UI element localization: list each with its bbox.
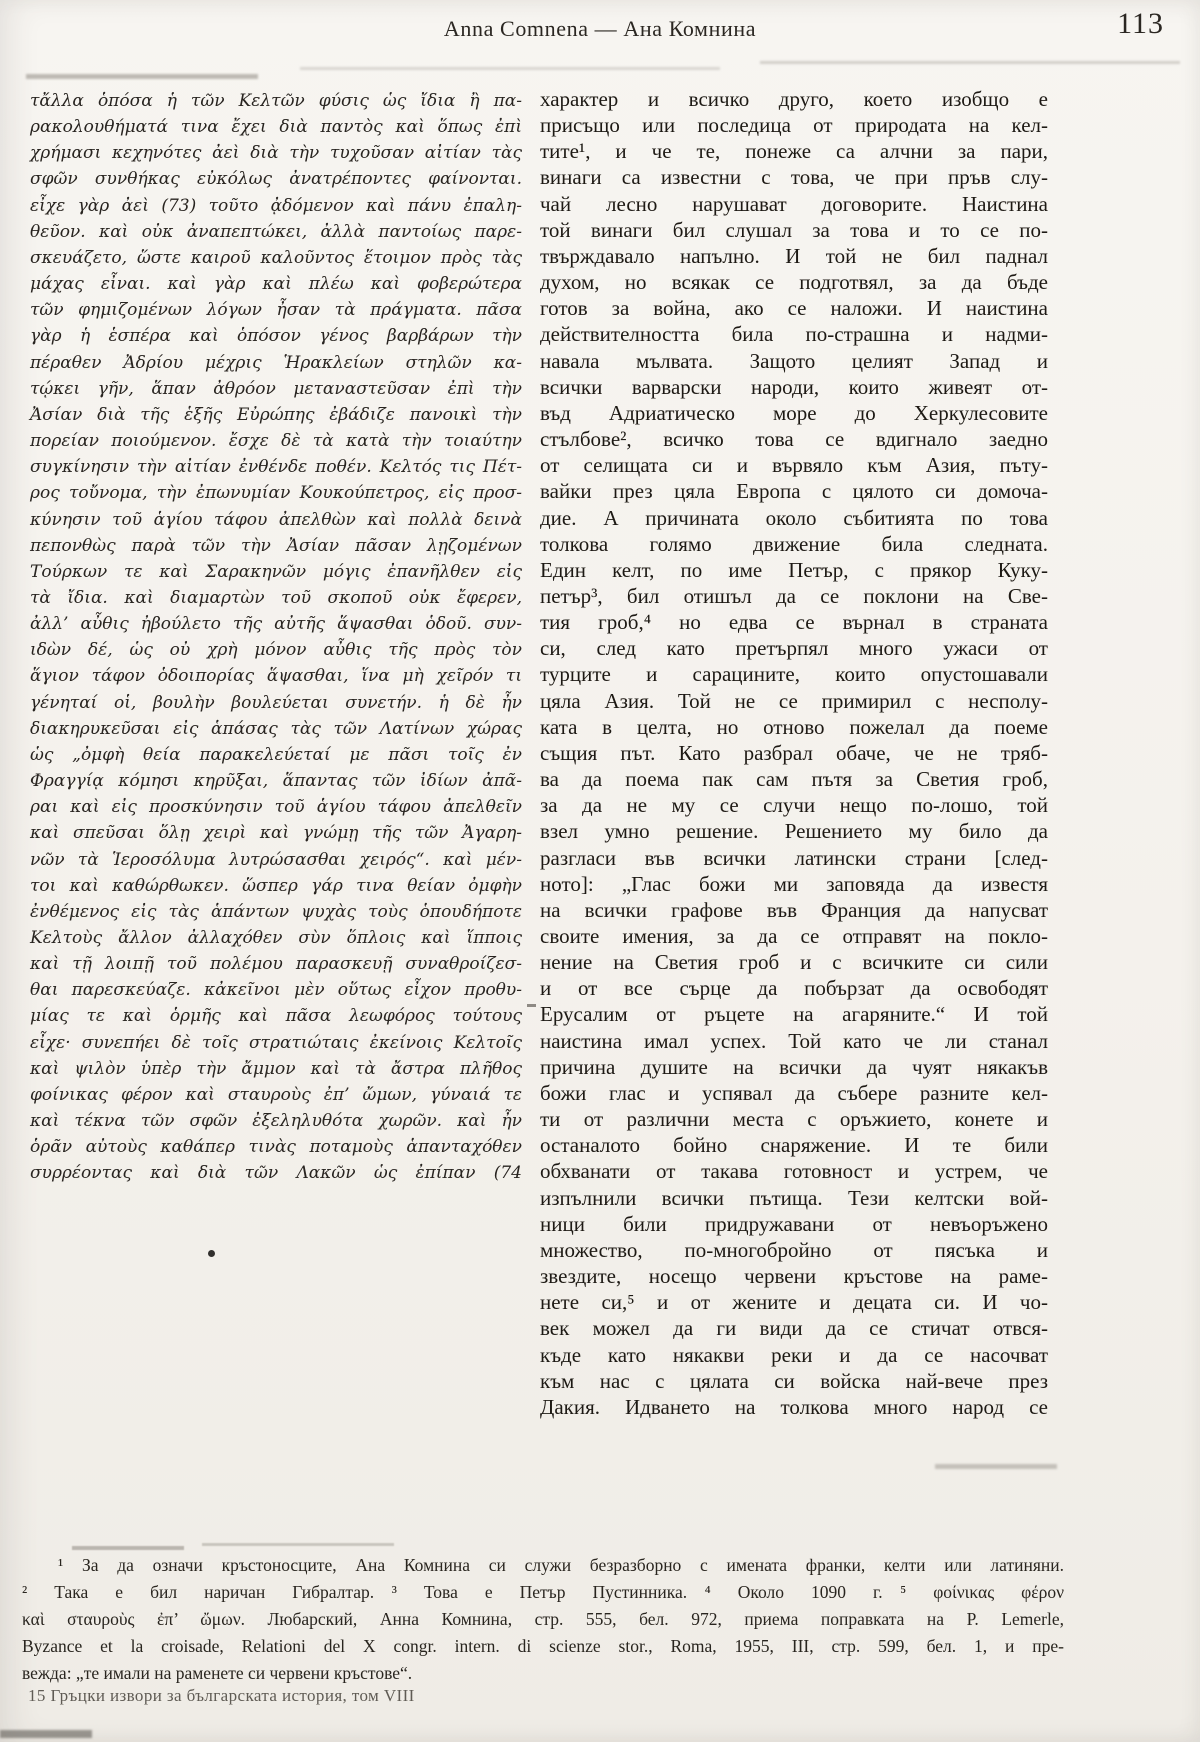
text-line: ραι καὶ εἰς προσκύνησιν τοῦ ἁγίου τάφου ἀπελθεῖν (30, 797, 522, 818)
text-line: и от все сърце да побързат да освободят (540, 976, 1048, 1001)
text-line: πέραθεν Ἀδρίου μέχρις Ἡρακλείων στηλῶν κα- (30, 352, 522, 373)
text-line: век можел да ги види да се стичат отвся- (540, 1316, 1048, 1341)
text-line: твърждавало напълно. И той не бил паднал (540, 243, 1048, 268)
text-line: действителността била по-страшна и надми- (540, 322, 1048, 347)
text-line: διακηρυκεῦσαι εἰς ἁπάσας τὰς τῶν Λατίνων χώρας (30, 718, 522, 739)
text-line: ρος τοὔνομα, τὴν ἐπωνυμίαν Κουκούπετρος, εἰς προσ- (30, 483, 522, 504)
text-line: καὶ ψιλὸν ὑπὲρ τὴν ἄμμον καὶ τὰ ἄστρα πλῆθος (30, 1058, 522, 1079)
text-line: стълбове², всичко това се вдигнало заедно (540, 427, 1048, 452)
text-line: ἀλλ’ αὖθις ἠβούλετο τῆς αὐτῆς ἅψασθαι ὁδοῦ. συν- (30, 614, 522, 635)
text-line: ката в целта, но отново пожелал да поеме (540, 714, 1048, 739)
text-line: Ерусалим от ръцете на агаряните.“ И той (540, 1002, 1048, 1027)
text-line: τὰ ἴδια. καὶ διαμαρτὼν τοῦ σκοποῦ οὐκ ἔφερεν, (30, 587, 522, 608)
text-line: σκευάζετο, ὥστε καιροῦ καλοῦντος ἕτοιμον πρὸς τὰς (30, 247, 522, 268)
text-line: обхванати от такава готовност и устрем, че (540, 1159, 1048, 1184)
text-line: турците и сарацините, които опустошавали (540, 662, 1048, 687)
text-line: навала мълвата. Защото целият Запад и (540, 348, 1048, 373)
text-line: Дакия. Идването на толкова много народ се (540, 1394, 1048, 1419)
text-line: дие. А причината около събитията по това (540, 505, 1048, 530)
text-line: множество, по-многобройно от пясъка и (540, 1237, 1048, 1262)
bulgarian-translation-column (540, 86, 1048, 1420)
text-line: μίας τε καὶ ὁρμῆς καὶ πᾶσα λεωφόρος τούτους (30, 1006, 522, 1027)
text-line: καὶ σπεῦσαι ὅλῃ χειρὶ καὶ γνώμῃ τῆς τῶν Ἀγαρη- (30, 823, 522, 844)
text-line: за да не му се случи нещо по-лошо, той (540, 793, 1048, 818)
scan-artifact-smudge (760, 61, 1180, 64)
text-line: готов за война, ако се наложи. И наистина (540, 296, 1048, 321)
text-line: Κελτοὺς ἄλλον ἀλλαχόθεν σὺν ὅπλοις καὶ ἵπποις (30, 928, 522, 948)
text-line: вайки през цяла Европа с цялото си домоча- (540, 479, 1048, 504)
text-line: τοι καὶ καθώρθωκεν. ὥσπερ γάρ τινα θείαν ὀμφὴν (30, 875, 522, 896)
printers-signature-line: 15 Гръцки извори за българската история, том VIII (28, 1686, 415, 1705)
text-line: μάχας εἶναι. καὶ γὰρ καὶ πλέω καὶ φοβερώτερα (30, 274, 522, 295)
text-line: ὁρᾶν αὐτοὺς καθάπερ τινὰς ποταμοὺς ἁπανταχόθεν (30, 1137, 522, 1158)
text-line: нение на Светия гроб и с всичките си сили (540, 950, 1048, 975)
text-line: ти от различни места с оръжието, конете и (540, 1107, 1048, 1132)
text-line: въд Адриатическо море до Херкулесовите (540, 400, 1048, 425)
scan-artifact-dash (527, 1004, 536, 1007)
text-line: εἶχε γὰρ ἀεὶ (73) τοῦτο ᾀδόμενον καὶ πάνυ ἐπαλη- (30, 195, 522, 216)
text-line: θαι παρεσκεύαζε. κἀκεῖνοι μὲν οὕτως εἶχον προθυ- (30, 980, 522, 1001)
text-line: звездите, носещо червени кръстове на раме- (540, 1264, 1048, 1289)
text-line: тите¹, и че те, понеже са алчни за пари, (540, 139, 1048, 164)
text-line: останалото бойно снаряжение. И те били (540, 1133, 1048, 1158)
text-line: καὶ τῇ λοιπῇ τοῦ πολέμου παρασκευῇ συναθροίζεσ- (30, 954, 522, 975)
text-line: ρακολουθήματά τινα ἔχει διὰ παντὸς καὶ ὅπως ἐπὶ (30, 117, 522, 138)
greek-text-column (30, 88, 522, 1187)
text-line: духом, но всякак се подготвял, за да бъде (540, 270, 1048, 295)
text-line: Byzance et la croisade, Relationi del X congr. intern. di scienze stor., Roma, 1955, III, стр. 599, бел. 1, и пре- (22, 1636, 1064, 1656)
text-line: цяла Азия. Той не се примирил с несполу- (540, 688, 1048, 713)
text-line: συγκίνησιν τὴν αἰτίαν ἐνθένδε ποθέν. Κελτός τις Πέτ- (30, 457, 522, 478)
text-line: καὶ σταυροὺς ἐπ’ ὤμων. Любарский, Анна Комнина, стр. 555, бел. 972, приема поправката на P. Lemerle, (22, 1609, 1064, 1629)
text-line: ници били придружавани от невъоръжено (540, 1211, 1048, 1236)
text-line: взел умно решение. Решението му било да (540, 819, 1048, 844)
text-line: присъщо или последица от природата на кел- (540, 113, 1048, 138)
text-line: τἄλλα ὁπόσα ἡ τῶν Κελτῶν φύσις ὡς ἴδια ἢ πα- (30, 91, 522, 111)
text-line: χρήμασι κεχηνότες ἀεὶ διὰ τὴν τυχοῦσαν αἰτίαν τὰς (30, 143, 522, 164)
text-line: γὰρ ἡ ἑσπέρα καὶ ὁπόσον γένος βαρβάρων τὴν (30, 326, 522, 347)
text-line: нете си,⁵ и от жените и децата си. И чо- (540, 1290, 1048, 1315)
text-line: наистина имал успех. Той като че ли станал (540, 1028, 1048, 1053)
text-line: Φραγγίᾳ κόμησι κηρῦξαι, ἅπαντας τῶν ἰδίων ἀπᾶ- (30, 771, 522, 792)
text-line: καὶ τέκνα τῶν σφῶν ἐξεληλυθότα χωρῶν. καὶ ἦν (30, 1111, 522, 1132)
text-line: вежда: „те имали на раменете си червени кръстове“. (22, 1663, 413, 1683)
scan-artifact-edge (0, 1730, 92, 1738)
scan-artifact-rule (72, 1546, 184, 1550)
text-line: πεπονθὼς παρὰ τῶν τὴν Ἀσίαν πᾶσαν λῃζομένων (30, 535, 522, 556)
text-line: ἅγιον τάφον ὁδοιπορίας ἅψασθαι, ἵνα μὴ χεῖρόν τι (30, 666, 522, 687)
text-line: същия път. Като разбрал обаче, че не тряб- (540, 740, 1048, 765)
scan-artifact-rule (202, 1543, 394, 1546)
text-line: κύνησιν τοῦ ἁγίου τάφου ἀπελθὼν καὶ πολλὰ δεινὰ (30, 509, 522, 530)
text-line: νῶν τὰ Ἱεροσόλυμα λυτρώσασθαι χειρός“. καὶ μέν- (30, 849, 522, 870)
text-line: винаги са известни с това, че при пръв слу- (540, 165, 1048, 190)
footnotes-block (22, 1552, 1064, 1687)
text-line: ιδὼν δέ, ὡς οὐ χρὴ μόνον αὖθις τῆς πρὸς τὸν (30, 640, 522, 661)
text-line: εἶχε· συνεπήει δὲ τοῖς στρατιώταις ἐκείνοις Κελτοῖς (30, 1032, 522, 1053)
running-header-title: Anna Comnena — Ана Комнина (443, 16, 757, 41)
text-line: τῶν φημιζομένων λόγων ἦσαν τὰ πράγματα. πᾶσα (30, 300, 522, 321)
text-line: ва да поема пак сам пътя за Светия гроб, (540, 767, 1048, 792)
text-line: Един келт, по име Петър, с прякор Куку- (540, 557, 1048, 582)
text-line: ὡς „ὀμφὴ θεία παρακελεύεταί με πᾶσι τοῖς ἐν (30, 744, 522, 765)
text-line: πορείαν ποιούμενον. ἔσχε δὲ τὰ κατὰ τὴν τοιαύτην (30, 431, 522, 452)
scan-artifact-dot (208, 1250, 215, 1257)
text-line: от селищата си и вървяло към Азия, пъту- (540, 453, 1048, 478)
text-line: γένηταί οἱ, βουλὴν βουλεύεται συνετήν. ἡ δὲ ἦν (30, 692, 522, 713)
text-line: всички варварски народи, които живеят от- (540, 374, 1048, 399)
text-line: ἐνθέμενος εἰς τὰς ἁπάντων ψυχὰς τοὺς ὁπουδήποτε (30, 901, 522, 922)
text-line: божи глас и успявал да събере разните кел- (540, 1080, 1048, 1105)
text-line: петър³, бил отишъл да се поклони на Све- (540, 583, 1048, 608)
text-line: ¹ За да означи кръстоносците, Ана Комнина си служи безразборно с имената франки, келти или латиняни. (58, 1555, 1064, 1575)
text-line: Ἀσίαν διὰ τῆς ἑξῆς Εὐρώπης ἐβάδιζε πανοικὶ τὴν (30, 404, 522, 425)
text-line: ² Така е бил наричан Гибралтар. ³ Това е Петър Пустинника. ⁴ Около 1090 г. ⁵ φοίνικας φέρον (22, 1582, 1064, 1602)
text-line: своите имения, за да се отправят на покло- (540, 924, 1048, 948)
text-line: на всички графове във Франция да напусват (540, 897, 1048, 922)
page-number: 113 (1117, 7, 1164, 40)
scan-artifact-smudge (26, 74, 258, 79)
text-line: τῴκει γῆν, ἅπαν ἀθρόον μεταναστεῦσαν ἐπὶ τὴν (30, 378, 522, 399)
text-line: към нас с цялата си войска най-вече през (540, 1368, 1048, 1393)
text-line: къде като някакви реки и да се насочват (540, 1342, 1048, 1367)
text-line: Τούρκων τε καὶ Σαρακηνῶν μόγις ἐπανῆλθεν εἰς (30, 561, 522, 582)
text-line: ното]: „Глас божи ми заповяда да известя (540, 871, 1048, 896)
text-line: толкова голямо движение била следната. (540, 531, 1048, 556)
text-line: изпълнили всички пътища. Тези келтски вой- (540, 1185, 1048, 1210)
text-line: си, след като претърпял много ужаси от (540, 636, 1048, 661)
text-line: φοίνικας φέρον καὶ σταυροὺς ἐπ’ ὤμων, γύναιά τε (30, 1084, 522, 1105)
text-line: чай лесно нарушават договорите. Наистина (540, 191, 1048, 216)
text-line: той винаги бил слушал за това и то се по- (540, 217, 1048, 242)
scan-artifact-smudge (935, 1464, 1057, 1469)
text-line: θεῦον. καὶ οὐκ ἀναπεπτώκει, ἀλλὰ παντοίως παρε- (30, 221, 522, 242)
text-line: тия гроб,⁴ но едва се върнал в страната (540, 610, 1048, 635)
scan-artifact-smudge (300, 67, 720, 70)
text-line: συρρέοντας καὶ διὰ τῶν Λακῶν ὡς ἐπίπαν (74 (30, 1163, 522, 1184)
text-line: характер и всичко друго, което изобщо е (540, 87, 1048, 111)
text-line: σφῶν συνθήκας εὐκόλως ἀνατρέποντες φαίνονται. (30, 169, 522, 190)
text-line: причина душите на всички да чуят някакъв (540, 1054, 1048, 1079)
text-line: разгласи във всички латински страни [след- (540, 845, 1048, 870)
